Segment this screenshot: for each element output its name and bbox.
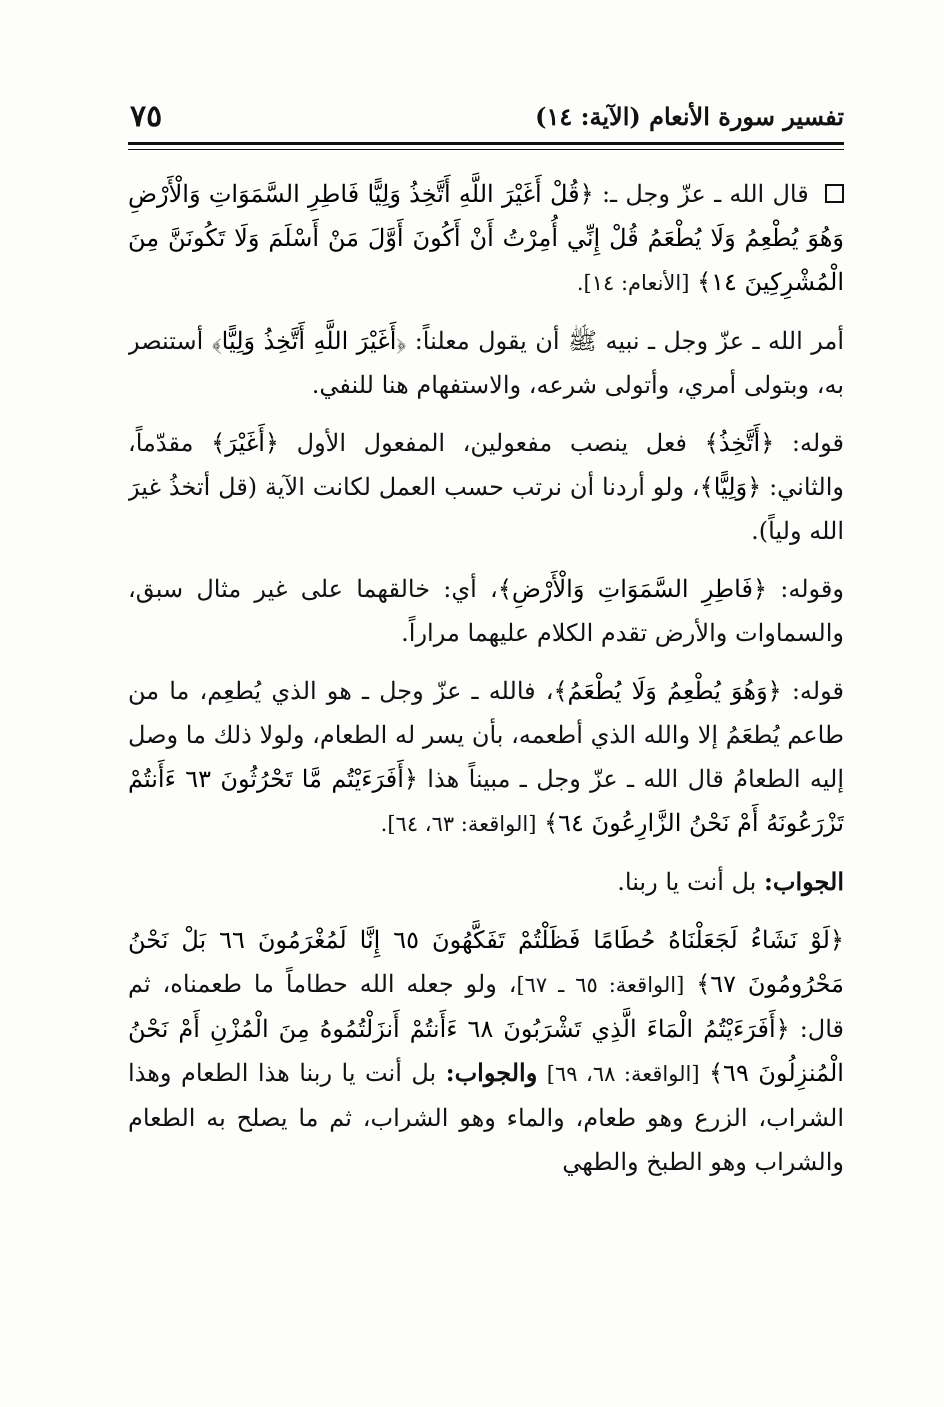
paragraph-text: مقدّماً، والثاني: [128,429,844,501]
paragraph-text: بل أنت يا ربنا هذا الطعام وهذا الشراب، الزرع وهو طعام، والماء وهو الشراب، ثم ما يصلح به الطعام والشراب وهو الطبخ والطهي [128,1059,844,1176]
page-header [130,96,844,136]
header-rule-thin [128,149,844,150]
running-title: تفسير سورة الأنعام (الآية: ١٤) [535,101,844,131]
square-bullet-icon [825,184,844,203]
page-number: ٧٥ [130,98,163,134]
verse-reference: [الواقعة: ٦٨، ٦٩] [546,1062,700,1086]
quran-quote: ﴿أَغَيْرَ اللَّهِ أَتَّخِذُ وَلِيًّا﴾ [211,327,407,355]
quran-quote: ﴿وَلِيًّا﴾ [699,473,762,501]
paragraph-2 [128,319,844,407]
paragraph-text: ، ولو أردنا أن نرتب حسب العمل لكانت الآية (قل أتخذُ غيرَ الله ولياً). [128,473,844,545]
paragraph-text: فعل ينصب مفعولين، المفعول الأول [296,429,688,457]
paragraph-text: ، فالله ـ عزّ وجل ـ هو الذي يُطعِم، ما من طاعم يُطعَمُ إلا والله الذي أطعمه، بأن يسر له الطعام، ولولا ذلك ما وصل إليه الطعامُ قال الله ـ عزّ وجل ـ مبيناً هذا [128,677,844,793]
verse-reference: [الواقعة: ٦٥ ـ ٦٧] [516,973,685,997]
answer-label: والجواب: [445,1058,538,1087]
paragraph-7 [128,918,844,1184]
header-rule-thick [128,142,844,145]
paragraph-1-intro: قال الله ـ عزّ وجل ـ: [601,180,809,208]
paragraph-text: ، أي: خالقهما على غير مثال سبق، والسماوات والأرض تقدم الكلام عليهما مراراً. [128,575,844,647]
verse-reference: [الواقعة: ٦٣، ٦٤]. [380,812,537,836]
quran-quote: ﴿أَفَرَءَيْتُم مَّا تَحْرُثُونَ ٦٣ ءَأَنتُمْ تَزْرَعُونَهُ أَمْ نَحْنُ الزَّارِعُونَ ٦٤﴾ [128,765,844,837]
paragraph-3 [128,421,844,553]
quran-quote: ﴿فَاطِرِ السَّمَوَاتِ وَالْأَرْضِ﴾ [497,575,768,603]
answer-label: الجواب: [764,867,844,896]
quran-quote: ﴿أَغَيْرَ﴾ [211,429,279,457]
verse-reference: [الأنعام: ١٤]. [576,271,690,295]
quran-quote: ﴿وَهُوَ يُطْعِمُ وَلَا يُطْعَمُ﴾ [553,677,782,705]
quran-quote: ﴿أَتَّخِذُ﴾ [704,429,775,457]
page-body [128,172,844,1352]
paragraph-text: بل أنت يا ربنا. [617,868,757,896]
quran-quote: ﴿قُلْ أَغَيْرَ اللَّهِ أَتَّخِذُ وَلِيًّا فَاطِرِ السَّمَوَاتِ وَالْأَرْضِ وَهُوَ يُطْعِمُ وَلَا يُطْعَمُ قُلْ إِنِّي أُمِرْتُ أَنْ أَكُونَ أَوَّلَ مَنْ أَسْلَمَ وَلَا تَكُونَنَّ مِنَ الْمُشْرِكِينَ ١٤﴾ [128,180,844,296]
quran-quote: ﴿لَوْ نَشَاءُ لَجَعَلْنَاهُ حُطَامًا فَظَلْتُمْ تَفَكَّهُونَ ٦٥ إِنَّا لَمُغْرَمُونَ ٦٦ بَلْ نَحْنُ مَحْرُومُونَ ٦٧﴾ [128,926,844,998]
paragraph-1 [128,172,844,305]
quran-quote: ﴿أَفَرَءَيْتُمُ الْمَاءَ الَّذِي تَشْرَبُونَ ٦٨ ءَأَنتُمْ أَنزَلْتُمُوهُ مِنَ الْمُزْنِ أَمْ نَحْنُ الْمُنزِلُونَ ٦٩﴾ [128,1015,844,1087]
paragraph-text: أستنصر به، وبتولى أمري، وأتولى شرعه، والاستفهام هنا للنفي. [128,327,844,399]
paragraph-text: ، ولو جعله الله حطاماً ما طعمناه، ثم قال: [128,970,844,1043]
paragraph-text: أمر الله ـ عزّ وجل ـ نبيه ﷺ أن يقول معلناً: [414,327,844,355]
paragraph-text: وقوله: [780,575,844,603]
paragraph-5 [128,669,844,846]
paragraph-text: قوله: [791,677,844,705]
paragraph-4 [128,567,844,655]
paragraph-text: قوله: [791,429,844,457]
paragraph-6 [128,860,844,904]
